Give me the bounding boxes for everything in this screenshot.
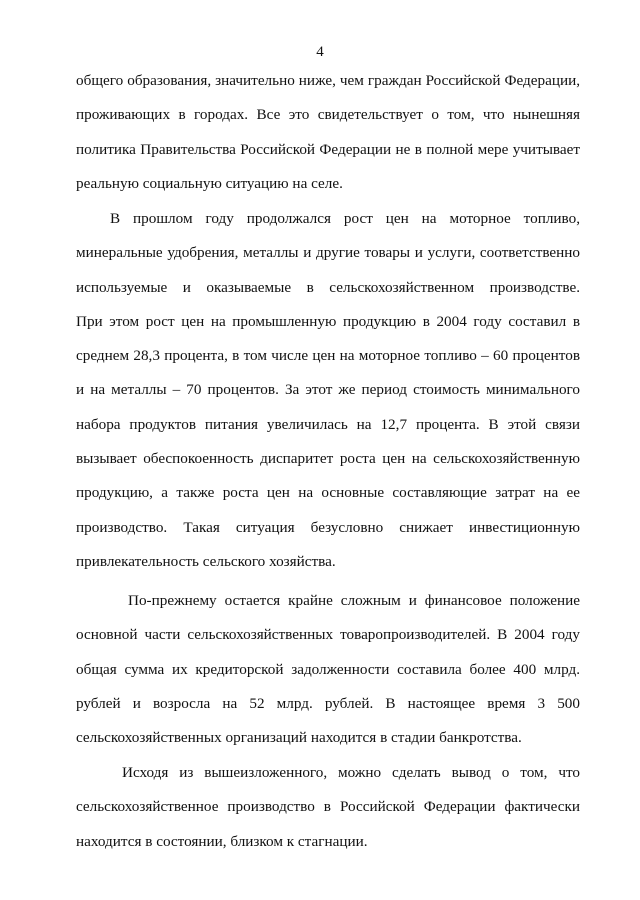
text-line: При этом рост цен на промышленную продукцию в 2004 году составил в <box>76 312 580 330</box>
text-line: находится в состоянии, близком к стагнации. <box>76 832 368 850</box>
text-line: политика Правительства Российской Федерации не в полной мере учитывает <box>76 140 580 158</box>
text-line: проживающих в городах. Все это свидетельствует о том, что нынешняя <box>76 106 580 124</box>
text-line: реальную социальную ситуацию на селе. <box>76 174 343 192</box>
text-line: сельскохозяйственных организаций находится в стадии банкротства. <box>76 729 522 747</box>
text-line: продукцию, а также роста цен на основные составляющие затрат на ее <box>76 484 580 502</box>
text-line: общего образования, значительно ниже, чем граждан Российской Федерации, <box>76 72 580 89</box>
text-line: В прошлом году продолжался рост цен на моторное топливо, <box>110 210 580 227</box>
text-line: минеральные удобрения, металлы и другие товары и услуги, соответственно <box>76 244 580 262</box>
text-line: набора продуктов питания увеличилась на 12,7 процента. В этой связи <box>76 415 580 433</box>
paragraph-continuation <box>76 64 580 201</box>
text-line: вызывает обеспокоенность диспаритет роста цен на сельскохозяйственную <box>76 450 580 468</box>
paragraph-prices <box>76 202 580 579</box>
text-line: используемые и оказываемые в сельскохозяйственном производстве. <box>76 278 580 296</box>
text-line: общая сумма их кредиторской задолженности составила более 400 млрд. <box>76 660 580 678</box>
text-line: Исходя из вышеизложенного, можно сделать вывод о том, что <box>122 764 580 781</box>
paragraph-finances <box>76 584 580 755</box>
paragraph-conclusion <box>76 756 580 859</box>
text-line: производство. Такая ситуация безусловно снижает инвестиционную <box>76 518 580 536</box>
text-line: привлекательность сельского хозяйства. <box>76 552 336 570</box>
page-number: 4 <box>316 44 324 60</box>
text-line: сельскохозяйственное производство в Российской Федерации фактически <box>76 798 580 816</box>
text-line: рублей и возросла на 52 млрд. рублей. В настоящее время 3 500 <box>76 694 580 712</box>
text-line: По-прежнему остается крайне сложным и финансовое положение <box>128 592 580 609</box>
text-line: основной части сельскохозяйственных товаропроизводителей. В 2004 году <box>76 626 580 644</box>
text-line: и на металлы – 70 процентов. За этот же период стоимость минимального <box>76 381 580 399</box>
text-line: среднем 28,3 процента, в том числе цен на моторное топливо – 60 процентов <box>76 347 580 365</box>
